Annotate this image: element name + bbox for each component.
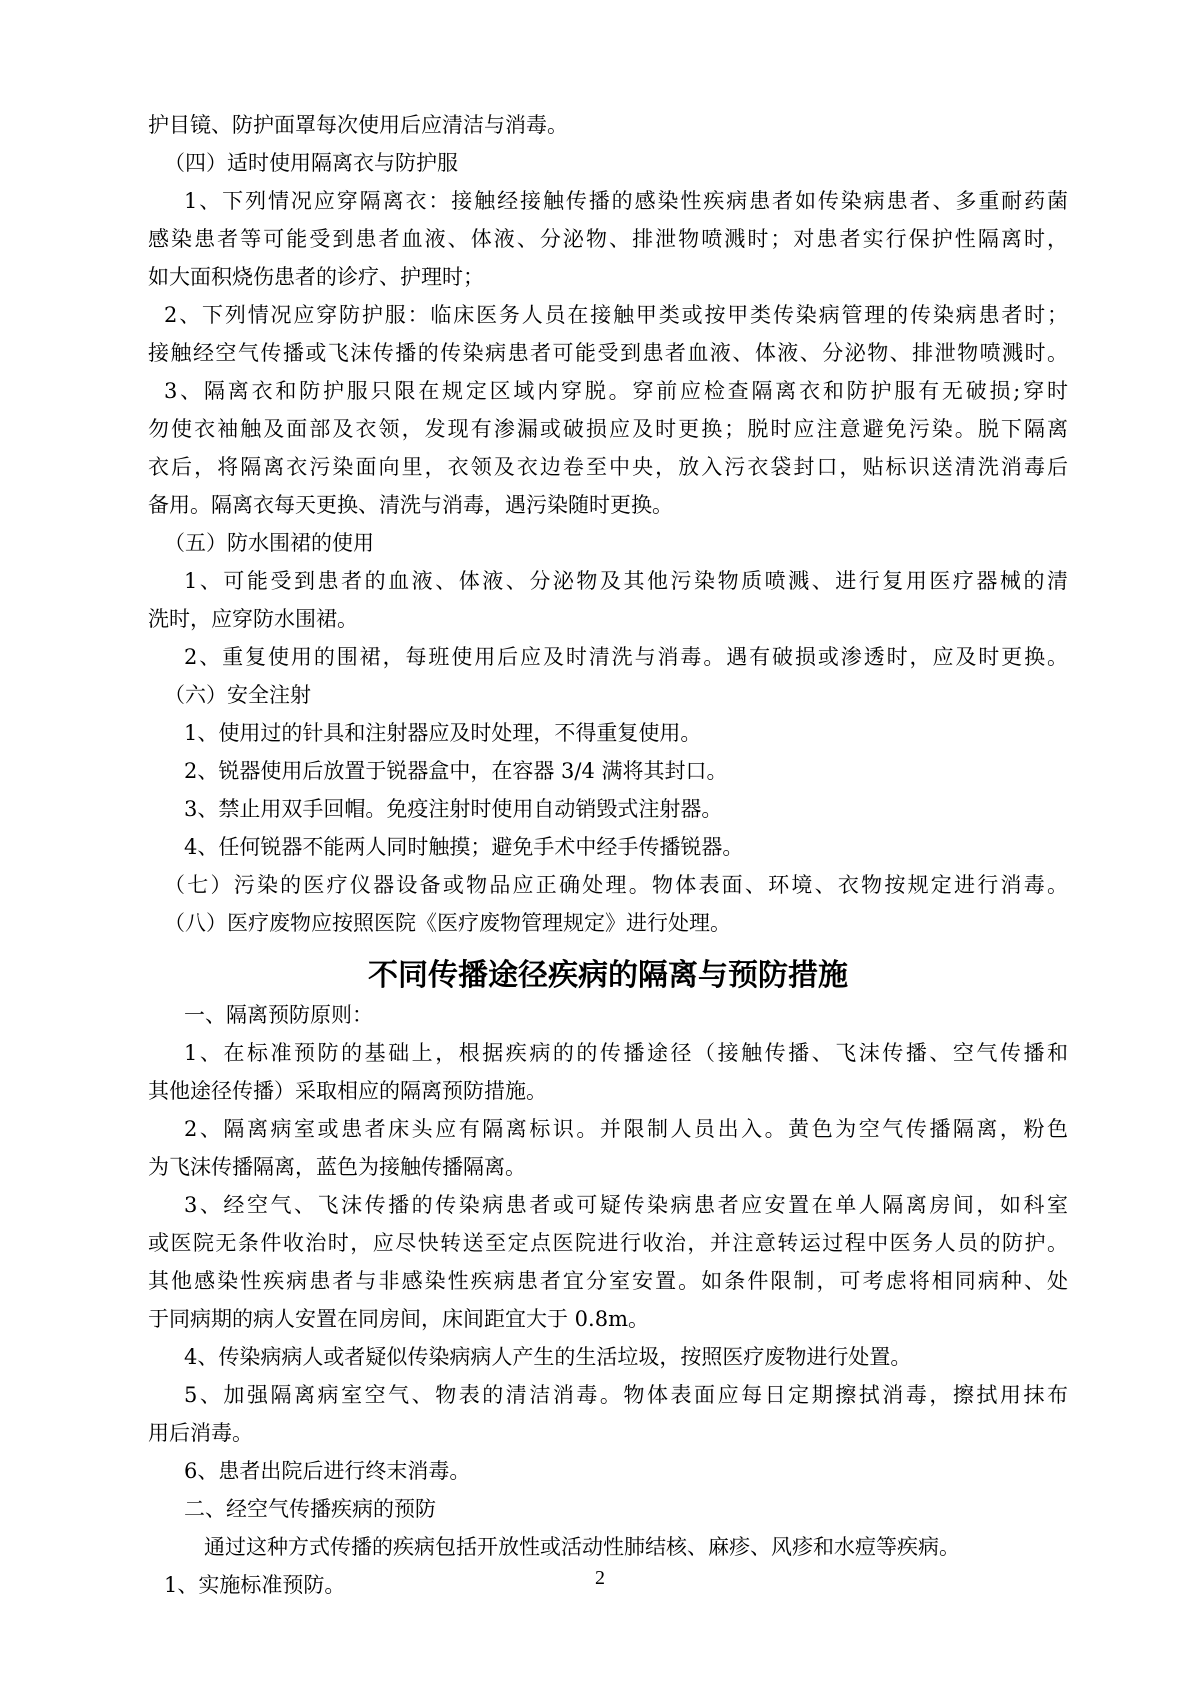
paragraph-line: 其他途径传播）采取相应的隔离预防措施。 [148,1079,547,1103]
paragraph-line: 1、可能受到患者的血液、体液、分泌物及其他污染物质喷溅、进行复用医疗器械的清 [184,569,1068,593]
paragraph-line: 1、实施标准预防。 [164,1573,346,1597]
paragraph-line: 备用。隔离衣每天更换、清洗与消毒，遇污染随时更换。 [148,493,673,517]
paragraph-line: （四）适时使用隔离衣与防护服 [164,151,458,175]
paragraph-line: 二、经空气传播疾病的预防 [184,1497,436,1521]
paragraph-line: 4、任何锐器不能两人同时触摸；避免手术中经手传播锐器。 [184,835,744,859]
paragraph-line: 5、加强隔离病室空气、物表的清洁消毒。物体表面应每日定期擦拭消毒，擦拭用抹布 [184,1383,1068,1407]
paragraph-line: 4、传染病病人或者疑似传染病病人产生的生活垃圾，按照医疗废物进行处置。 [184,1345,912,1369]
section-isolation-measures [148,996,1068,1604]
paragraph-line: 通过这种方式传播的疾病包括开放性或活动性肺结核、麻疹、风疹和水痘等疾病。 [204,1535,960,1559]
paragraph-line: 或医院无条件收治时，应尽快转送至定点医院进行收治，并注意转运过程中医务人员的防护。 [148,1231,1068,1255]
paragraph-line: 为飞沫传播隔离，蓝色为接触传播隔离。 [148,1155,526,1179]
paragraph-line: 2、锐器使用后放置于锐器盒中，在容器 3/4 满将其封口。 [184,759,728,783]
paragraph-line: 2、隔离病室或患者床头应有隔离标识。并限制人员出入。黄色为空气传播隔离，粉色 [184,1117,1068,1141]
document-body [148,106,1068,1604]
paragraph-line: 接触经空气传播或飞沫传播的传染病患者可能受到患者血液、体液、分泌物、排泄物喷溅时。 [148,341,1068,365]
paragraph-line: 勿使衣袖触及面部及衣领，发现有渗漏或破损应及时更换；脱时应注意避免污染。脱下隔离 [148,417,1068,441]
paragraph-line: 3、经空气、飞沫传播的传染病患者或可疑传染病患者应安置在单人隔离房间，如科室 [184,1193,1068,1217]
paragraph-line: 1、在标准预防的基础上，根据疾病的的传播途径（接触传播、飞沫传播、空气传播和 [184,1041,1068,1065]
section-standard-precautions [148,106,1068,942]
paragraph-line: 护目镜、防护面罩每次使用后应清洁与消毒。 [148,113,568,137]
paragraph-line: （七）污染的医疗仪器设备或物品应正确处理。物体表面、环境、衣物按规定进行消毒。 [164,873,1068,897]
paragraph-line: 用后消毒。 [148,1421,253,1445]
paragraph-line: 如大面积烧伤患者的诊疗、护理时； [148,265,484,289]
paragraph-line: 衣后，将隔离衣污染面向里，衣领及衣边卷至中央，放入污衣袋封口，贴标识送清洗消毒后 [148,455,1068,479]
paragraph-line: （五）防水围裙的使用 [164,531,374,555]
paragraph-line: 2、下列情况应穿防护服：临床医务人员在接触甲类或按甲类传染病管理的传染病患者时； [164,303,1068,327]
page-number: 2 [595,1567,605,1589]
paragraph-line: （六）安全注射 [164,683,311,707]
paragraph-line: 一、隔离预防原则： [184,1003,373,1027]
paragraph-line: 6、患者出院后进行终末消毒。 [184,1459,471,1483]
paragraph-line: 1、使用过的针具和注射器应及时处理，不得重复使用。 [184,721,702,745]
paragraph-line: 其他感染性疾病患者与非感染性疾病患者宜分室安置。如条件限制，可考虑将相同病种、处 [148,1269,1068,1293]
paragraph-line: 1、下列情况应穿隔离衣：接触经接触传播的感染性疾病患者如传染病患者、多重耐药菌 [184,189,1068,213]
paragraph-line: 2、重复使用的围裙，每班使用后应及时清洗与消毒。遇有破损或渗透时，应及时更换。 [184,645,1068,669]
paragraph-line: 3、禁止用双手回帽。免疫注射时使用自动销毁式注射器。 [184,797,723,821]
paragraph-line: 3、隔离衣和防护服只限在规定区域内穿脱。穿前应检查隔离衣和防护服有无破损;穿时 [164,379,1068,403]
paragraph-line: 于同病期的病人安置在同房间，床间距宜大于 0.8m。 [148,1307,649,1331]
paragraph-line: 感染患者等可能受到患者血液、体液、分泌物、排泄物喷溅时；对患者实行保护性隔离时， [148,227,1068,251]
section-heading: 不同传播途径疾病的隔离与预防措施 [368,958,848,993]
paragraph-line: 洗时，应穿防水围裙。 [148,607,358,631]
paragraph-line: （八）医疗废物应按照医院《医疗废物管理规定》进行处理。 [164,911,731,935]
